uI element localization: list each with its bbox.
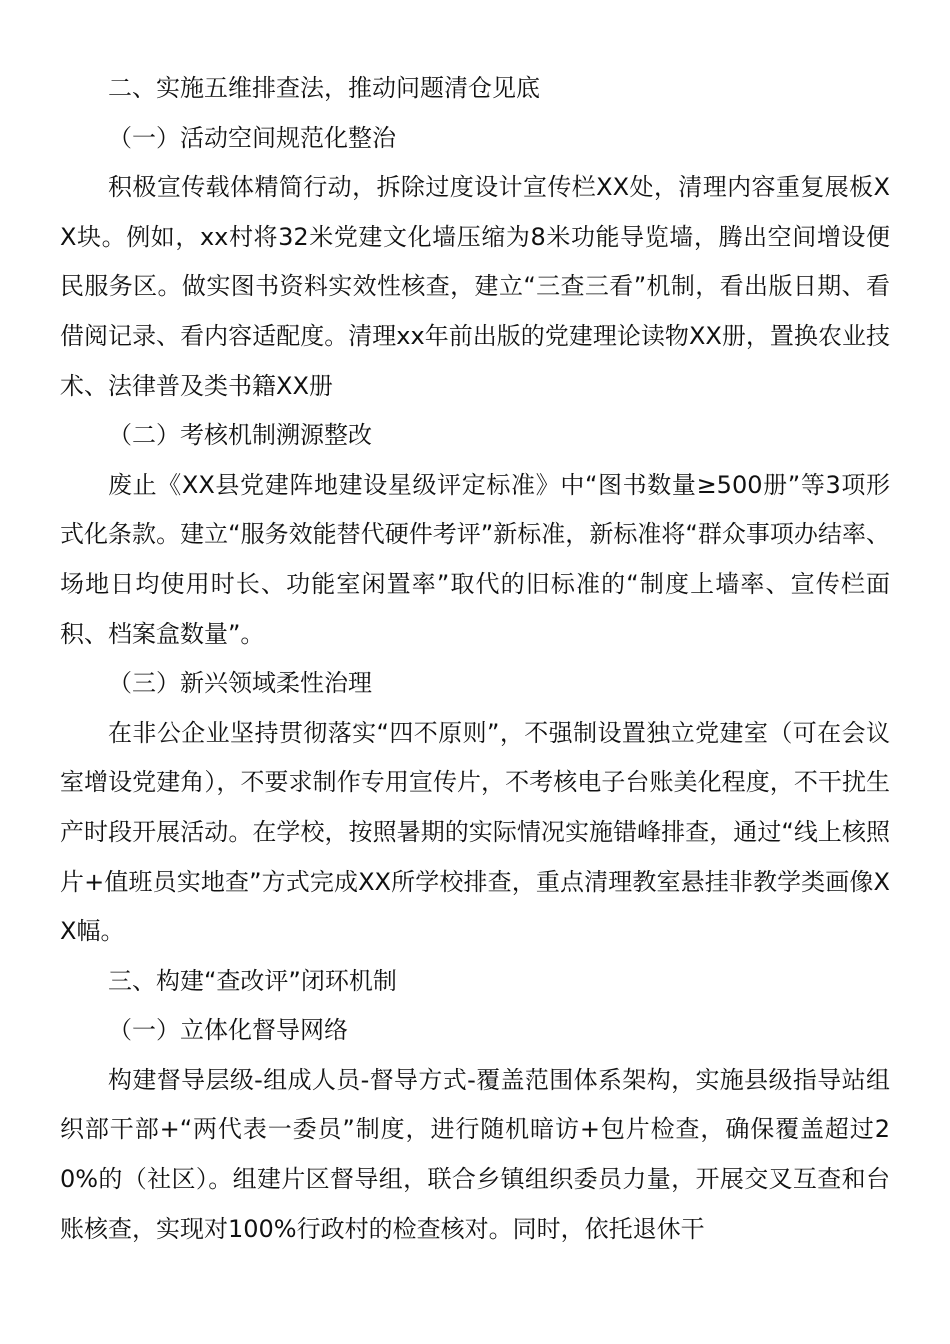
body-paragraph: 积极宣传载体精简行动，拆除过度设计宣传栏XX处，清理内容重复展板XX块。例如，xx村将32米党建文化墙压缩为8米功能导览墙，腾出空间增设便民服务区。做实图书资料实效性核查，建立“三查三看”机制，看出版日期、看借阅记录、看内容适配度。清理xx年前出版的党建理论读物XX册，置换农业技术、法律普及类书籍XX册 <box>60 173 890 400</box>
subsection-heading: （三）新兴领域柔性治理 <box>108 669 372 698</box>
section-heading: 二、实施五维排查法，推动问题清仓见底 <box>108 74 540 102</box>
body-paragraph: 在非公企业坚持贯彻落实“四不原则”，不强制设置独立党建室（可在会议室增设党建角），不要求制作专用宣传片，不考核电子台账美化程度，不干扰生产时段开展活动。在学校，按照暑期的实际情况实施错峰排查，通过“线上核照片+值班员实地查”方式完成XX所学校排查，重点清理教室悬挂非教学类画像XX幅。 <box>60 718 890 946</box>
body-paragraph: 构建督导层级-组成人员-督导方式-覆盖范围体系架构，实施县级指导站组织部干部+“两代表一委员”制度，进行随机暗访+包片检查，确保覆盖超过20%的（社区）。组建片区督导组，联合乡镇组织委员力量，开展交叉互查和台账核查，实现对100%行政村的检查核对。同时，依托退休干 <box>60 1065 890 1243</box>
subsection-heading: （一）活动空间规范化整治 <box>108 123 396 152</box>
body-paragraph: 废止《XX县党建阵地建设星级评定标准》中“图书数量≥500册”等3项形式化条款。建立“服务效能替代硬件考评”新标准，新标准将“群众事项办结率、场地日均使用时长、功能室闲置率”取代的旧标准的“制度上墙率、宣传栏面积、档案盒数量”。 <box>60 470 890 648</box>
subsection-heading: （二）考核机制溯源整改 <box>108 421 372 450</box>
document-body <box>60 64 890 1254</box>
subsection-heading: （一）立体化督导网络 <box>108 1016 348 1045</box>
section-heading: 三、构建“查改评”闭环机制 <box>108 966 397 995</box>
